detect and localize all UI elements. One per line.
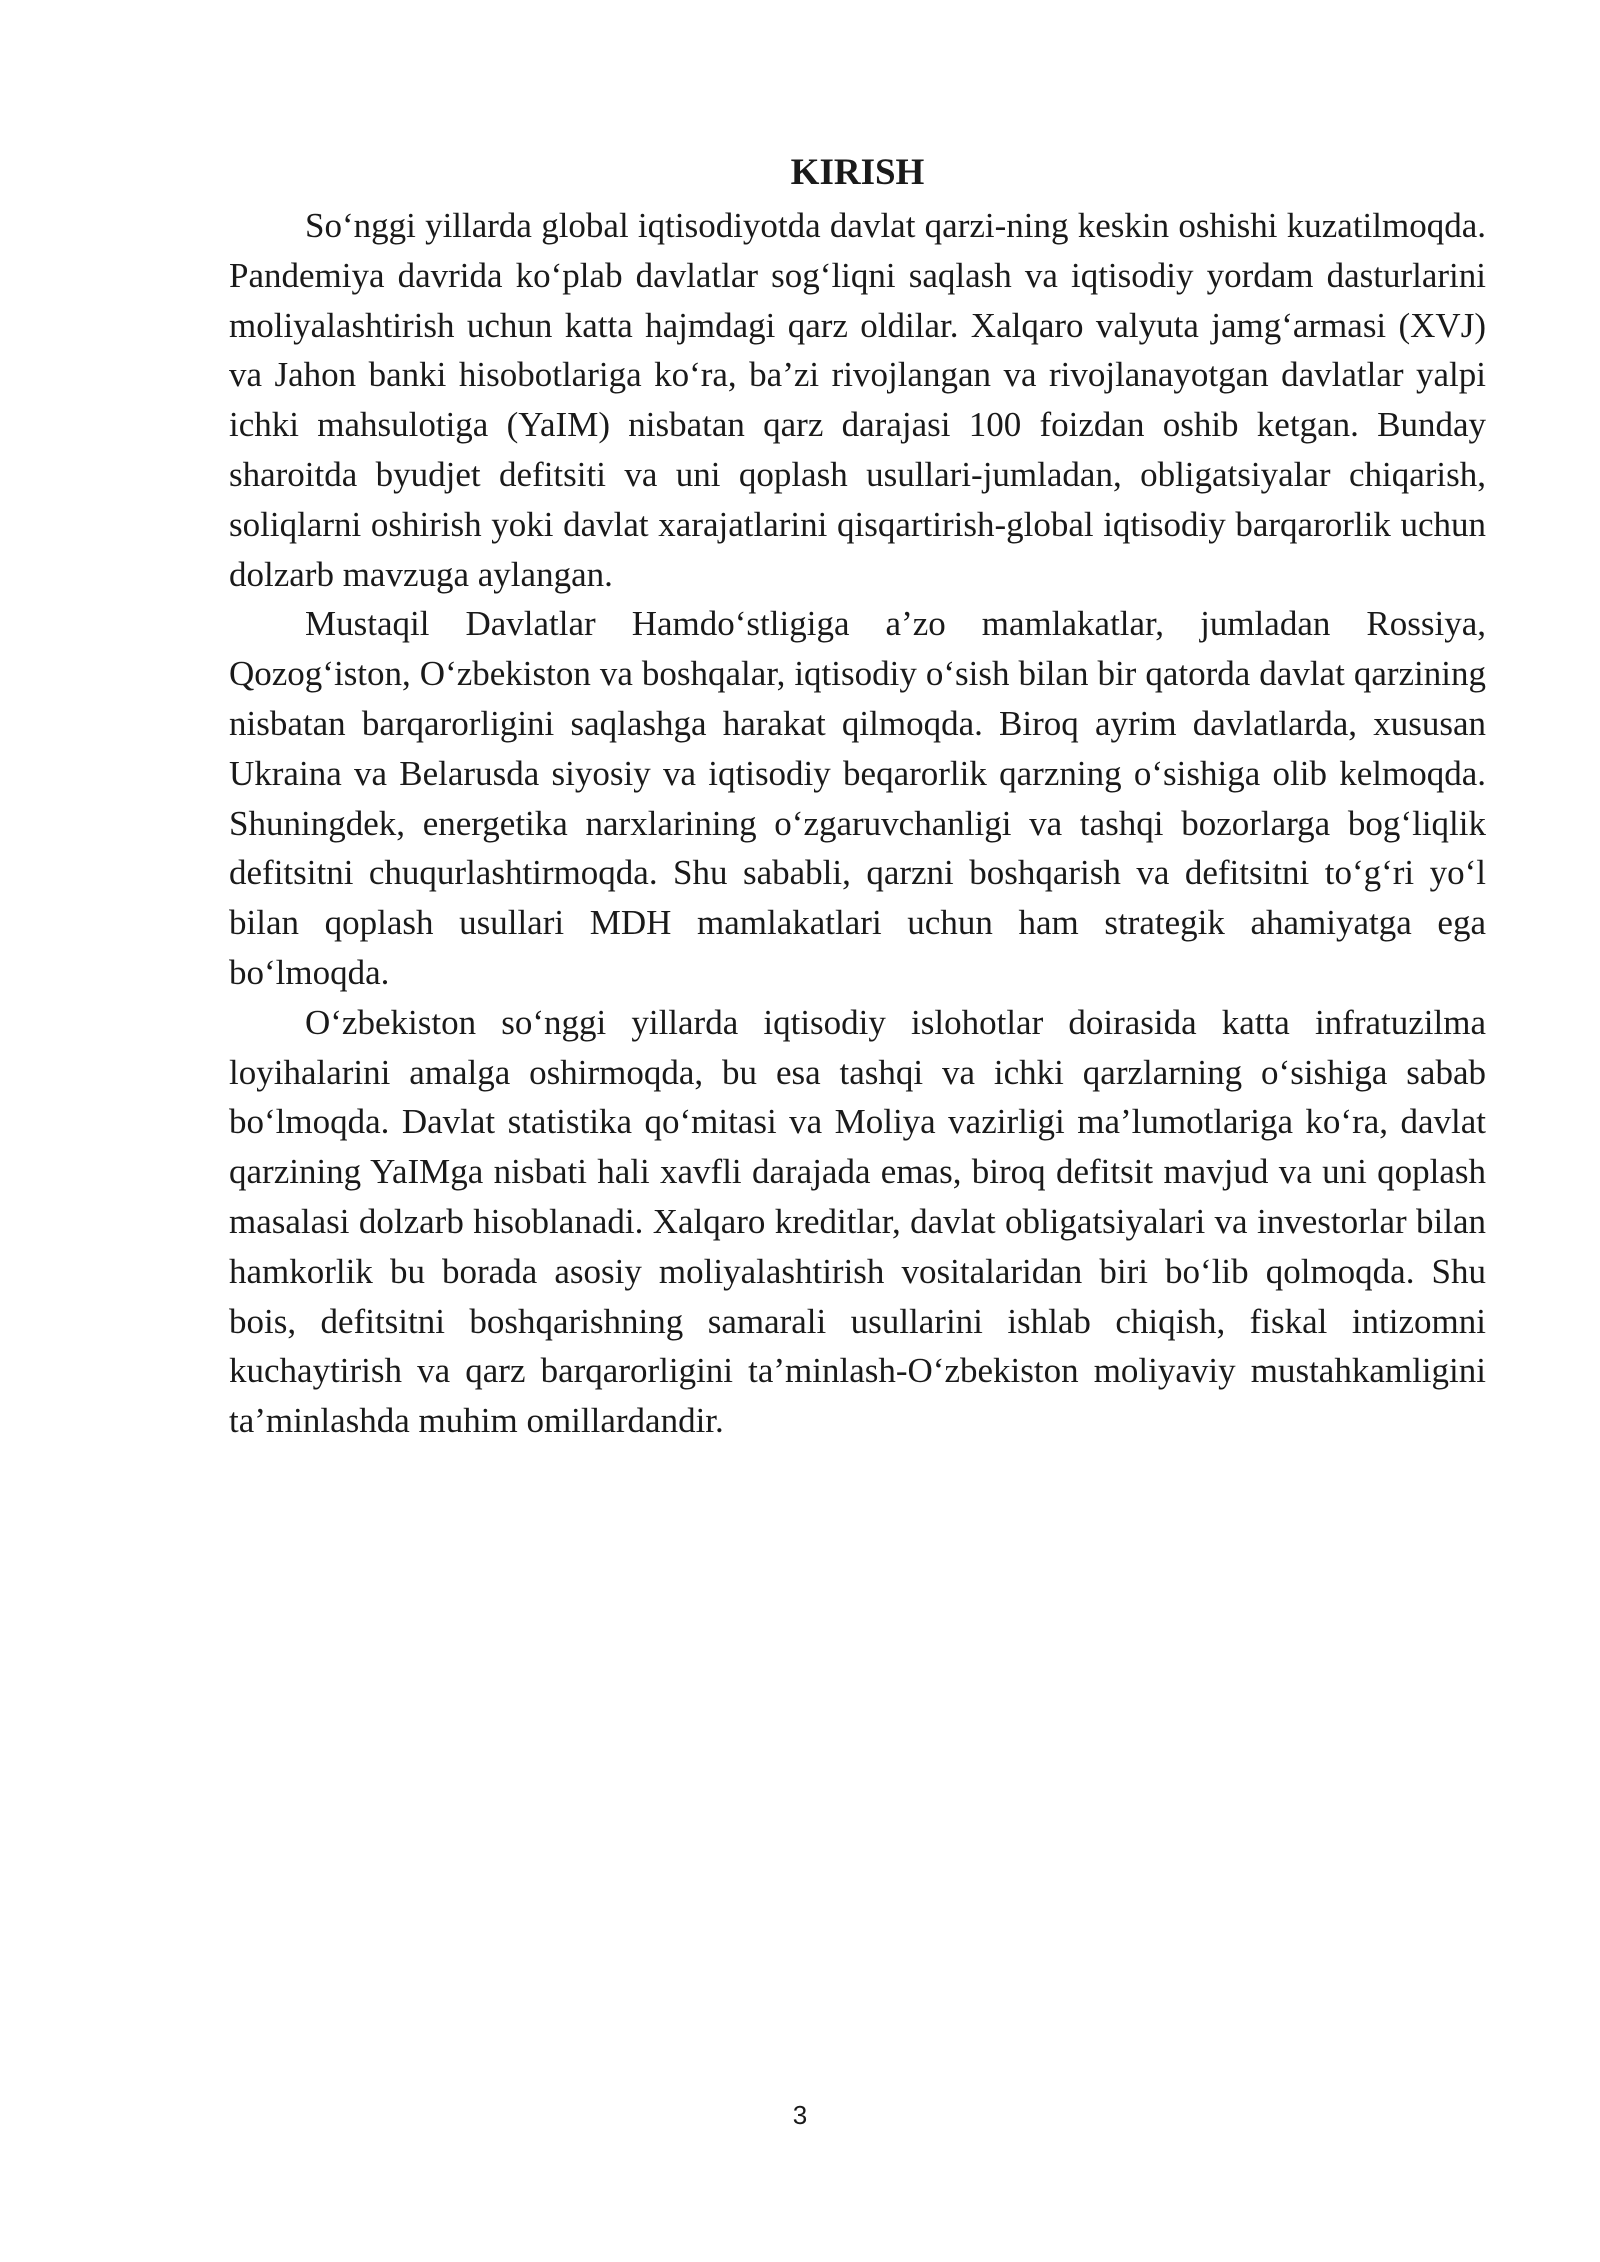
section-title: KIRISH xyxy=(790,152,925,193)
paragraph-1: So‘nggi yillarda global iqtisodiyotda davlat qarzi-ning keskin oshishi kuzatilmoqda. Pandemiya davrida ko‘plab davlatlar sog‘liqni saqlash va iqtisodiy yordam dasturlarini moliyalashtirish uchun katta hajmdagi qarz oldilar. Xalqaro valyuta jamg‘armasi (XVJ) va Jahon banki hisobotlariga ko‘ra, ba’zi rivojlangan va rivojlanayotgan davlatlar yalpi ichki mahsulotiga (YaIM) nisbatan qarz darajasi 100 foizdan oshib ketgan. Bunday sharoitda byudjet defitsiti va uni qoplash usullari-jumladan, obligatsiyalar chiqarish, soliqlarni oshirish yoki davlat xarajatlarini qisqartirish-global iqtisodiy barqarorlik uchun dolzarb mavzuga aylangan. xyxy=(229,206,1486,594)
page-number: 3 xyxy=(792,2100,808,2130)
paragraph-2: Mustaqil Davlatlar Hamdo‘stligiga a’zo mamlakatlar, jumladan Rossiya, Qozog‘iston, O‘zbekiston va boshqalar, iqtisodiy o‘sish bilan bir qatorda davlat qarzining nisbatan barqarorligini saqlashga harakat qilmoqda. Biroq ayrim davlatlarda, xususan Ukraina va Belarusda siyosiy va iqtisodiy beqarorlik qarzning o‘sishiga olib kelmoqda. Shuningdek, energetika narxlarining o‘zgaruvchanligi va tashqi bozorlarga bog‘liqlik defitsitni chuqurlashtirmoqda. Shu sababli, qarzni boshqarish va defitsitni to‘g‘ri yo‘l bilan qoplash usullari MDH mamlakatlari uchun ham strategik ahamiyatga ega bo‘lmoqda. xyxy=(229,604,1486,992)
paragraph-3: O‘zbekiston so‘nggi yillarda iqtisodiy islohotlar doirasida katta infratuzilma loyihalarini amalga oshirmoqda, bu esa tashqi va ichki qarzlarning o‘sishiga sabab bo‘lmoqda. Davlat statistika qo‘mitasi va Moliya vazirligi ma’lumotlariga ko‘ra, davlat qarzining YaIMga nisbati hali xavfli darajada emas, biroq defitsit mavjud va uni qoplash masalasi dolzarb hisoblanadi. Xalqaro kreditlar, davlat obligatsiyalari va investorlar bilan hamkorlik bu borada asosiy moliyalashtirish vositalaridan biri bo‘lib qolmoqda. Shu bois, defitsitni boshqarishning samarali usullarini ishlab chiqish, fiskal intizomni kuchaytirish va qarz barqarorligini ta’minlash-O‘zbekiston moliyaviy mustahkamligini ta’minlashda muhim omillardandir. xyxy=(229,1002,1486,1441)
document-body xyxy=(229,148,1486,1446)
